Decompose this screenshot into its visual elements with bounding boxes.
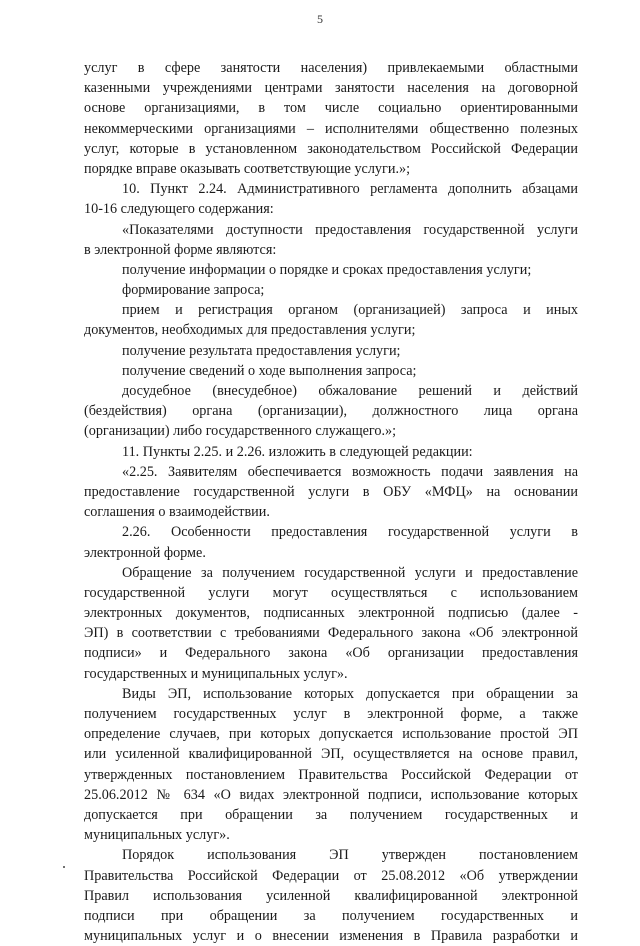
text-line: получение сведений о ходе выполнения запроса; bbox=[122, 362, 417, 379]
text-line: «2.25. Заявителям обеспечивается возможность подачи заявления на bbox=[122, 463, 578, 480]
text-line: предоставление государственной услуги в ОБУ «МФЦ» на основании bbox=[84, 483, 578, 500]
text-line: досудебное (внесудебное) обжалование решений и действий bbox=[122, 383, 578, 399]
text-line: получением государственных услуг в электронной форме, а также bbox=[84, 706, 578, 722]
text-line: порядке вправе оказывать соответствующие услуги.»; bbox=[84, 160, 411, 177]
text-line: подписи при обращении за получением государственных и bbox=[84, 907, 578, 924]
text-line: ЭП) в соответствии с требованиями Федерального закона «Об электронной bbox=[84, 625, 578, 642]
document-body bbox=[84, 58, 578, 946]
text-line: электронной форме. bbox=[84, 544, 206, 561]
text-line: прием и регистрация органом (организацией) запроса и иных bbox=[122, 302, 578, 319]
scan-artifact bbox=[63, 866, 65, 868]
text-line: или усиленной квалифицированной ЭП, осуществляется на основе правил, bbox=[84, 746, 578, 763]
text-line: услуг в сфере занятости населения) привлекаемыми областными bbox=[84, 60, 578, 76]
page-number: 5 bbox=[317, 12, 323, 26]
text-line: формирование запроса; bbox=[122, 282, 265, 299]
text-line: утвержденных постановлением Правительства Российской Федерации от bbox=[84, 766, 578, 783]
text-line: соглашения о взаимодействии. bbox=[84, 504, 270, 521]
text-line: «Показателями доступности предоставления государственной услуги bbox=[122, 221, 578, 238]
text-line: Виды ЭП, использование которых допускается при обращении за bbox=[122, 685, 578, 702]
text-line: 10-16 следующего содержания: bbox=[84, 201, 274, 218]
text-line: получение информации о порядке и сроках предоставления услуги; bbox=[122, 261, 532, 278]
text-line: Обращение за получением государственной услуги и предоставление bbox=[122, 564, 578, 581]
text-line: основе организациями, в том числе социально ориентированными bbox=[84, 100, 578, 117]
text-line: 25.06.2012 № 634 «О видах электронной подписи, использование которых bbox=[84, 786, 578, 803]
text-line: государственной услуги могут осуществляться с использованием bbox=[84, 584, 578, 601]
text-line: (организации) либо государственного служащего.»; bbox=[84, 423, 397, 440]
text-line: в электронной форме являются: bbox=[84, 241, 277, 258]
text-line: Порядок использования ЭП утвержден постановлением bbox=[122, 847, 578, 864]
text-line: подписи» и Федерального закона «Об организации предоставления bbox=[84, 645, 578, 662]
text-line: 10. Пункт 2.24. Административного регламента дополнить абзацами bbox=[122, 181, 578, 198]
text-line: муниципальных услуг и о внесении изменения в Правила разработки и bbox=[84, 928, 578, 945]
text-line: государственных и муниципальных услуг». bbox=[84, 665, 348, 682]
text-line: получение результата предоставления услуги; bbox=[122, 342, 401, 359]
text-line: (бездействия) органа (организации), должностного лица органа bbox=[84, 403, 578, 420]
text-line: определение случаев, при которых допускается использование простой ЭП bbox=[84, 726, 578, 743]
text-line: допускается при обращении за получением государственных и bbox=[84, 806, 578, 823]
text-line: услуг, которые в установленном законодательством Российской Федерации bbox=[84, 140, 578, 157]
text-line: 11. Пункты 2.25. и 2.26. изложить в следующей редакции: bbox=[122, 443, 473, 460]
text-line: документов, необходимых для предоставления услуги; bbox=[84, 322, 416, 339]
text-line: казенными учреждениями центрами занятости населения на договорной bbox=[84, 80, 578, 97]
text-line: некоммерческими организациями – исполнителями общественно полезных bbox=[84, 120, 578, 137]
text-line: 2.26. Особенности предоставления государственной услуги в bbox=[122, 524, 578, 541]
text-line: Правил использования усиленной квалифицированной электронной bbox=[84, 887, 578, 904]
text-line: муниципальных услуг». bbox=[84, 827, 230, 844]
text-line: электронных документов, подписанных электронной подписью (далее - bbox=[84, 605, 578, 622]
text-line: Правительства Российской Федерации от 25.08.2012 «Об утверждении bbox=[84, 867, 578, 884]
